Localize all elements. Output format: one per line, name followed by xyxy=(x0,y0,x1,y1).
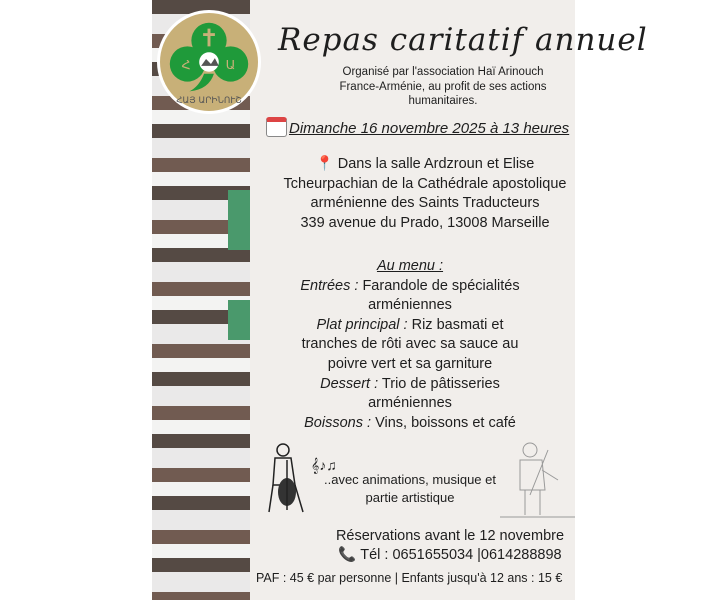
animations-text xyxy=(310,471,510,507)
animations-line: ..avec animations, musique et xyxy=(324,472,496,487)
svg-text:𝄞♪♫: 𝄞♪♫ xyxy=(311,457,337,473)
phone-icon: 📞 xyxy=(338,547,357,563)
menu-label: Entrées : xyxy=(300,277,359,294)
svg-text:Ա: Ա xyxy=(225,57,236,73)
menu-label: Boissons : xyxy=(304,414,372,431)
reservations xyxy=(320,527,580,565)
svg-text:ՀԱՅ ԱՐԻՆՈՒՇ: ՀԱՅ ԱՐԻՆՈՒՇ xyxy=(176,96,242,107)
organizer-text xyxy=(338,65,548,109)
association-logo xyxy=(157,10,261,114)
subtitle-line: France-Arménie, au profit de ses actions xyxy=(339,80,547,93)
menu-heading: Au menu : xyxy=(376,258,444,274)
animations-line: partie artistique xyxy=(365,490,455,505)
location-line: Tcheurpachian de la Cathédrale apostolique xyxy=(283,175,567,192)
price-info: PAF : 45 € par personne | Enfants jusqu'à 12 ans : 15 € xyxy=(256,571,563,585)
scarf xyxy=(228,300,250,340)
location-line: arménienne des Saints Traducteurs xyxy=(310,195,540,212)
phone-numbers: Tél : 0651655034 |0614288898 xyxy=(360,547,562,563)
menu-text: tranches de rôti avec sa sauce au xyxy=(301,336,519,353)
subtitle-line: Organisé par l'association Haï Arinouch xyxy=(342,66,544,78)
location-line: 339 avenue du Prado, 13008 Marseille xyxy=(300,214,550,231)
location xyxy=(275,155,575,233)
svg-text:Հ: Հ xyxy=(181,57,191,73)
menu-text: arméniennes xyxy=(368,297,452,314)
scarf xyxy=(228,190,250,250)
event-title: Repas caritatif annuel xyxy=(278,22,648,58)
reservations-deadline: Réservations avant le 12 novembre xyxy=(335,528,565,544)
menu-text: Riz basmati et xyxy=(411,316,504,333)
menu-text: arméniennes xyxy=(368,395,452,412)
menu-text: Trio de pâtisseries xyxy=(381,375,500,392)
menu-text: Farandole de spécialités xyxy=(362,277,520,294)
location-line: Dans la salle Ardzroun et Elise xyxy=(337,156,535,172)
menu-label: Plat principal : xyxy=(316,316,408,333)
event-date: Dimanche 16 novembre 2025 à 13 heures xyxy=(289,120,570,137)
menu xyxy=(260,257,560,433)
menu-text: poivre vert et sa garniture xyxy=(327,355,493,372)
subtitle-line: humanitaires. xyxy=(408,95,478,107)
menu-text: Vins, boissons et café xyxy=(375,414,516,431)
violinist-sketch-icon xyxy=(500,440,575,520)
calendar-icon xyxy=(266,117,287,137)
menu-label: Dessert : xyxy=(320,375,379,392)
map-pin-icon: 📍 xyxy=(315,156,334,172)
